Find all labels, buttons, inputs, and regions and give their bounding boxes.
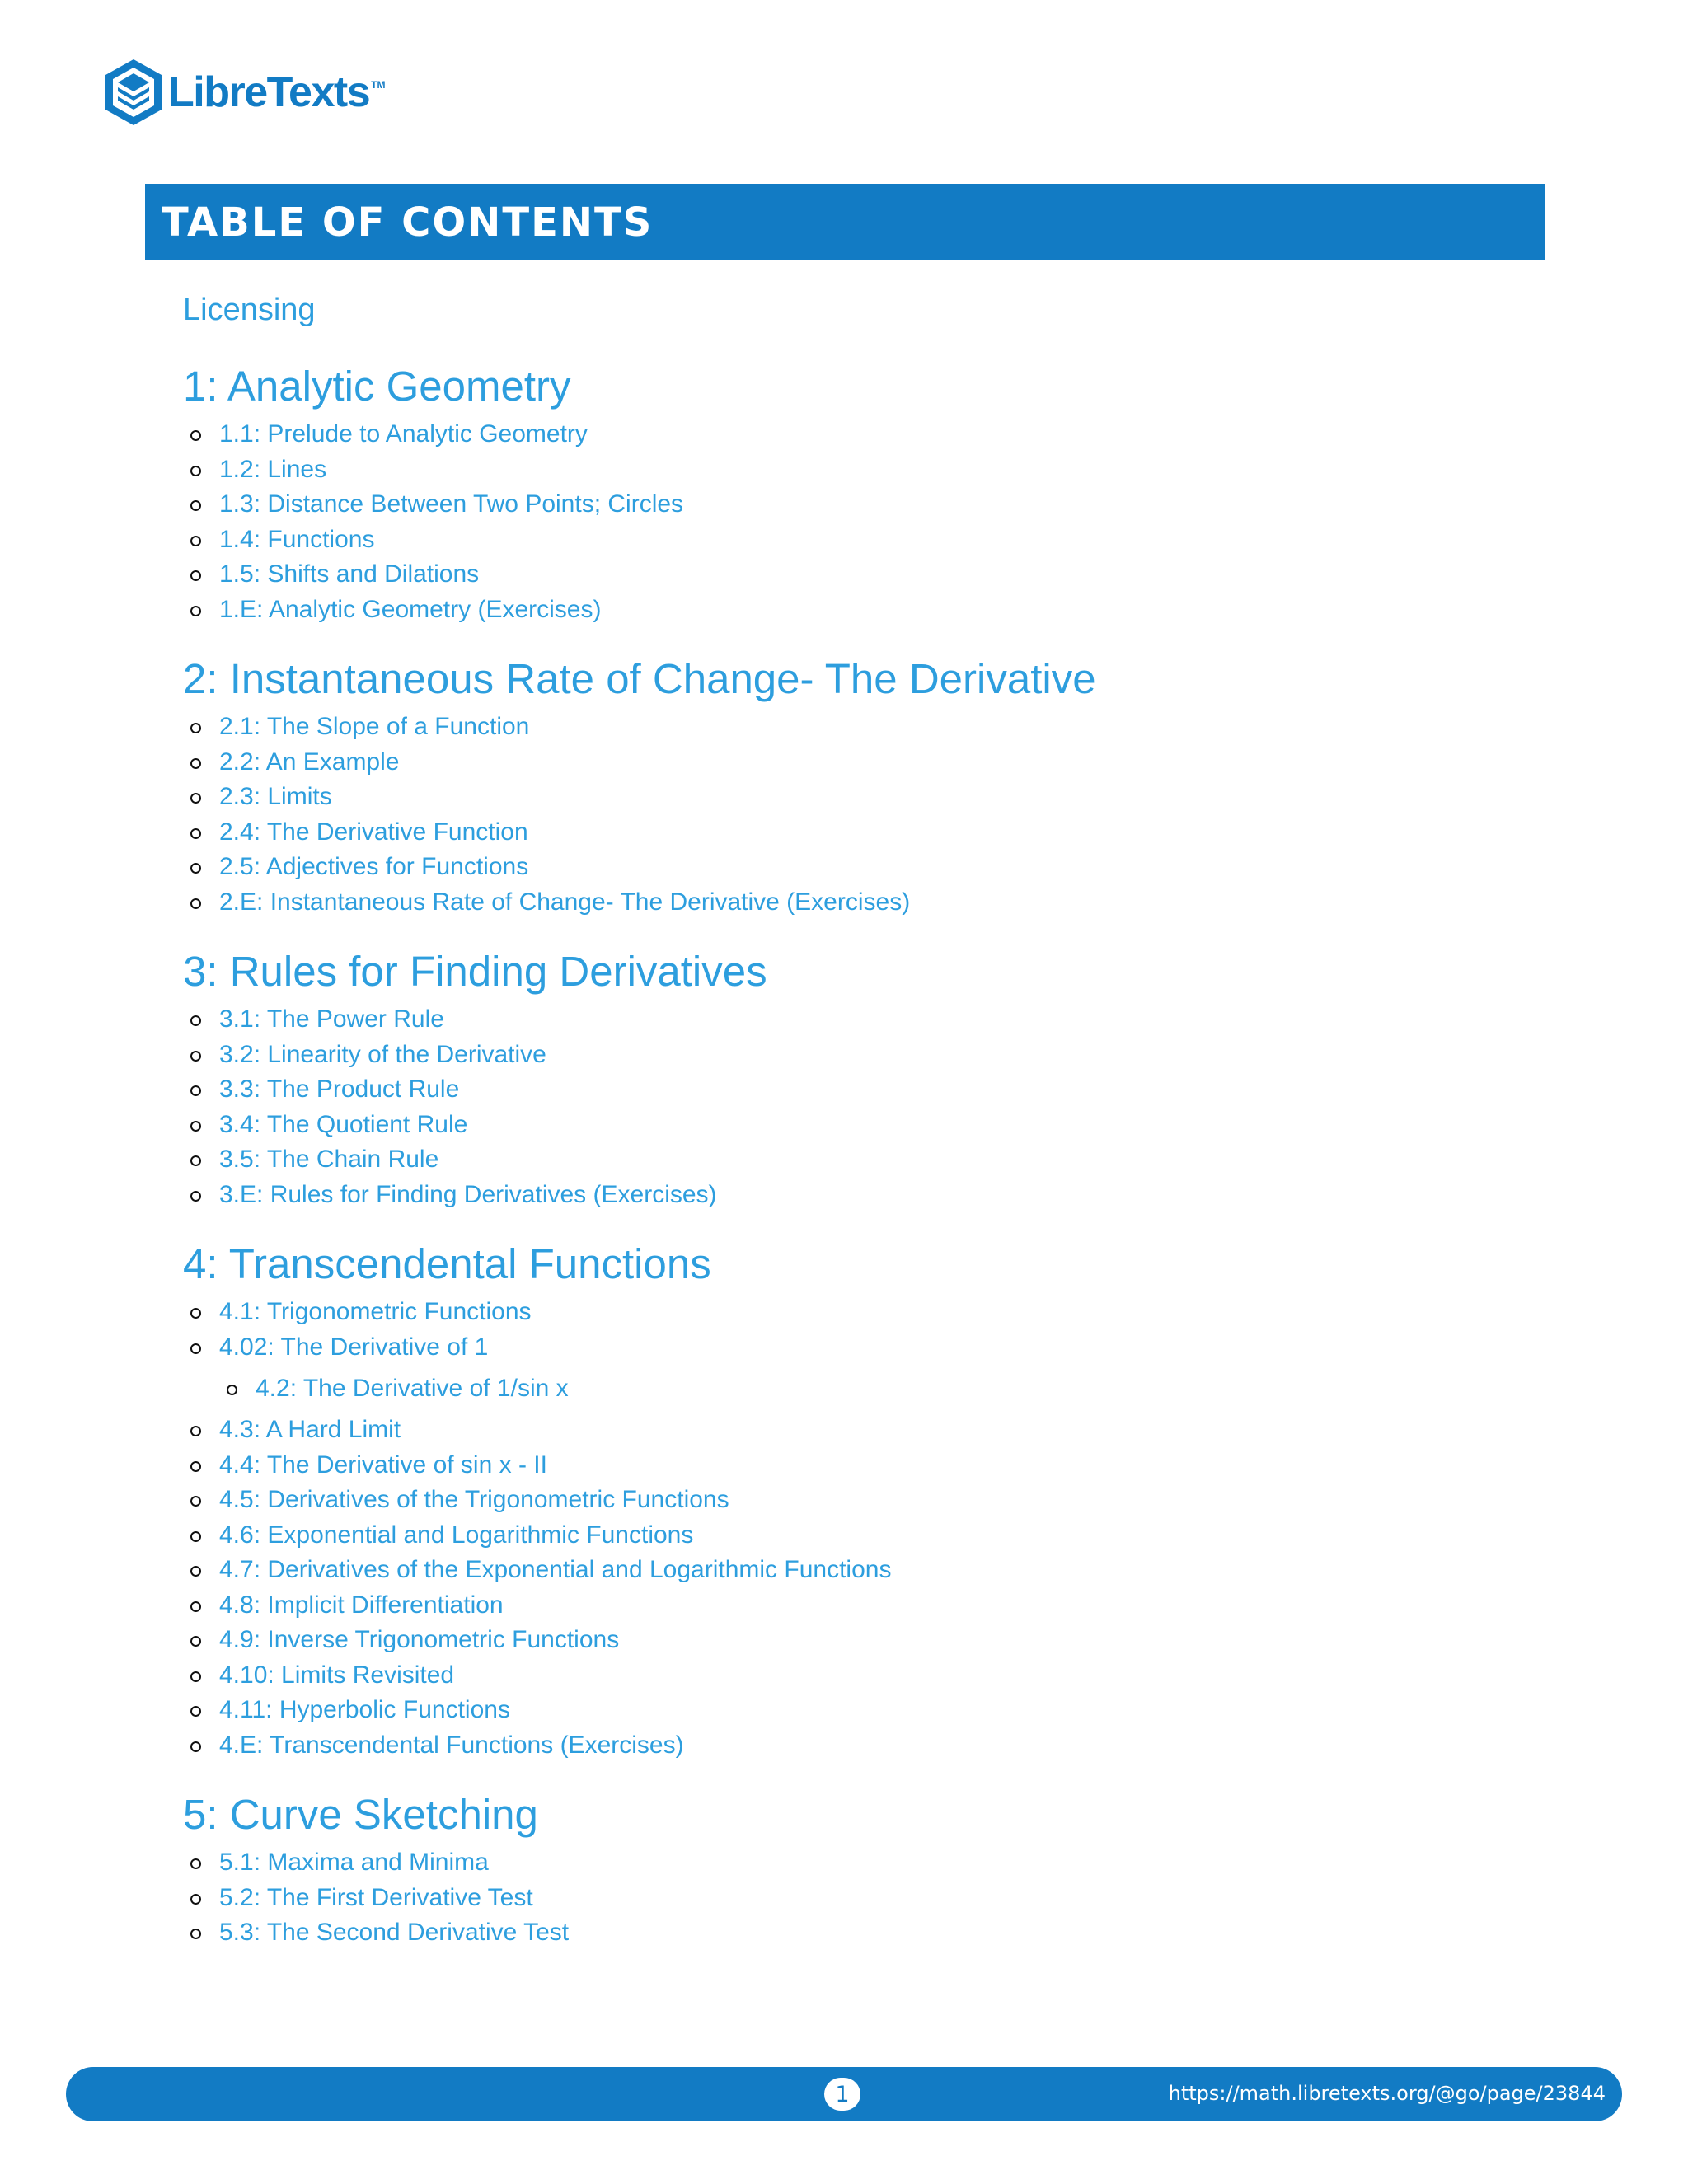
bullet-icon	[190, 1858, 201, 1869]
section-link[interactable]: 3.3: The Product Rule	[183, 1072, 1535, 1108]
section-link[interactable]: 3.2: Linearity of the Derivative	[183, 1038, 1535, 1073]
libretexts-logo[interactable]	[102, 56, 385, 129]
section-link[interactable]: 4.9: Inverse Trigonometric Functions	[183, 1623, 1535, 1658]
chapter-title[interactable]: 5: Curve Sketching	[183, 1791, 538, 1838]
libretexts-logo-icon	[102, 57, 165, 128]
chapter	[183, 356, 1535, 627]
section-list	[183, 1002, 1535, 1212]
section-link[interactable]: 1.5: Shifts and Dilations	[183, 557, 1535, 593]
bullet-icon	[190, 1085, 201, 1096]
section-link[interactable]: 5.3: The Second Derivative Test	[183, 1915, 1535, 1951]
chapter-title[interactable]: 1: Analytic Geometry	[183, 363, 571, 410]
section-link[interactable]: 2.5: Adjectives for Functions	[183, 850, 1535, 885]
toc-title: TABLE OF CONTENTS	[162, 199, 654, 246]
section-link[interactable]: 4.11: Hyperbolic Functions	[183, 1693, 1535, 1728]
bullet-icon	[190, 1531, 201, 1542]
bullet-icon	[190, 1671, 201, 1682]
section-link[interactable]: 4.8: Implicit Differentiation	[183, 1588, 1535, 1624]
toc-header	[145, 184, 1545, 260]
chapter	[183, 941, 1535, 1212]
chapter	[183, 649, 1535, 920]
bullet-icon	[190, 1636, 201, 1647]
section-link[interactable]: 1.E: Analytic Geometry (Exercises)	[183, 593, 1535, 628]
section-link[interactable]: 3.1: The Power Rule	[183, 1002, 1535, 1038]
bullet-icon	[190, 1191, 201, 1202]
bullet-icon	[190, 536, 201, 546]
bullet-icon	[190, 1426, 201, 1436]
bullet-icon	[190, 758, 201, 769]
section-link[interactable]: 2.3: Limits	[183, 780, 1535, 815]
chapter	[183, 1234, 1535, 1763]
section-link[interactable]: 4.E: Transcendental Functions (Exercises)	[183, 1728, 1535, 1764]
section-link[interactable]: 4.1: Trigonometric Functions	[183, 1295, 1535, 1330]
licensing-link[interactable]: Licensing	[183, 293, 316, 327]
section-link[interactable]: 4.3: A Hard Limit	[183, 1413, 1535, 1448]
bullet-icon	[190, 1155, 201, 1166]
section-link[interactable]: 3.E: Rules for Finding Derivatives (Exercises)	[183, 1178, 1535, 1213]
bullet-icon	[190, 863, 201, 874]
section-link[interactable]: 5.1: Maxima and Minima	[183, 1845, 1535, 1881]
bullet-icon	[190, 1741, 201, 1752]
chapter-title[interactable]: 4: Transcendental Functions	[183, 1240, 711, 1287]
bullet-icon	[190, 898, 201, 909]
section-link[interactable]: 2.4: The Derivative Function	[183, 815, 1535, 851]
bullet-icon	[190, 1121, 201, 1132]
bullet-icon	[190, 793, 201, 804]
logo-trademark: TM	[371, 79, 386, 91]
footer-bar	[66, 2067, 1622, 2121]
bullet-icon	[190, 1015, 201, 1026]
bullet-icon	[190, 1601, 201, 1612]
section-link[interactable]: 1.1: Prelude to Analytic Geometry	[183, 417, 1535, 452]
bullet-icon	[190, 1566, 201, 1577]
bullet-icon	[190, 723, 201, 733]
logo-wordmark: LibreTexts	[168, 68, 370, 116]
section-link[interactable]: 2.2: An Example	[183, 745, 1535, 780]
bullet-icon	[227, 1385, 237, 1395]
bullet-icon	[190, 500, 201, 511]
bullet-icon	[190, 466, 201, 476]
footer-url[interactable]: https://math.libretexts.org/@go/page/23844	[1168, 2082, 1606, 2105]
bullet-icon	[190, 1894, 201, 1905]
section-link[interactable]: 3.4: The Quotient Rule	[183, 1108, 1535, 1143]
toc-content	[183, 285, 1535, 1951]
section-list	[183, 1295, 1535, 1763]
section-link[interactable]: 5.2: The First Derivative Test	[183, 1881, 1535, 1916]
section-link[interactable]: 2.E: Instantaneous Rate of Change- The Derivative (Exercises)	[183, 885, 1535, 921]
chapter-title[interactable]: 3: Rules for Finding Derivatives	[183, 948, 767, 995]
bullet-icon	[190, 828, 201, 839]
section-link[interactable]: 4.4: The Derivative of sin x - II	[183, 1448, 1535, 1483]
chapter	[183, 1784, 1535, 1951]
section-link[interactable]: 1.3: Distance Between Two Points; Circles	[183, 487, 1535, 523]
page-number: 1	[824, 2078, 860, 2111]
bullet-icon	[190, 1308, 201, 1319]
bullet-icon	[190, 1929, 201, 1939]
section-link[interactable]: 4.6: Exponential and Logarithmic Functions	[183, 1518, 1535, 1554]
bullet-icon	[190, 570, 201, 581]
section-link[interactable]: 3.5: The Chain Rule	[183, 1142, 1535, 1178]
bullet-icon	[190, 1051, 201, 1062]
bullet-icon	[190, 1343, 201, 1354]
section-list	[183, 417, 1535, 627]
section-link[interactable]: 4.10: Limits Revisited	[183, 1658, 1535, 1694]
section-link[interactable]: 2.1: The Slope of a Function	[183, 710, 1535, 745]
section-list	[183, 1845, 1535, 1951]
bullet-icon	[190, 606, 201, 616]
section-link[interactable]: 1.4: Functions	[183, 523, 1535, 558]
section-link[interactable]: 4.7: Derivatives of the Exponential and Logarithmic Functions	[183, 1553, 1535, 1588]
chapter-title[interactable]: 2: Instantaneous Rate of Change- The Derivative	[183, 655, 1096, 702]
subsection-link[interactable]: 4.2: The Derivative of 1/sin x	[183, 1368, 1535, 1409]
section-list	[183, 710, 1535, 920]
bullet-icon	[190, 1461, 201, 1472]
section-link[interactable]: 1.2: Lines	[183, 452, 1535, 488]
section-link[interactable]: 4.02: The Derivative of 1	[183, 1330, 1535, 1366]
section-link[interactable]: 4.5: Derivatives of the Trigonometric Functions	[183, 1483, 1535, 1518]
bullet-icon	[190, 430, 201, 441]
bullet-icon	[190, 1706, 201, 1717]
bullet-icon	[190, 1496, 201, 1507]
